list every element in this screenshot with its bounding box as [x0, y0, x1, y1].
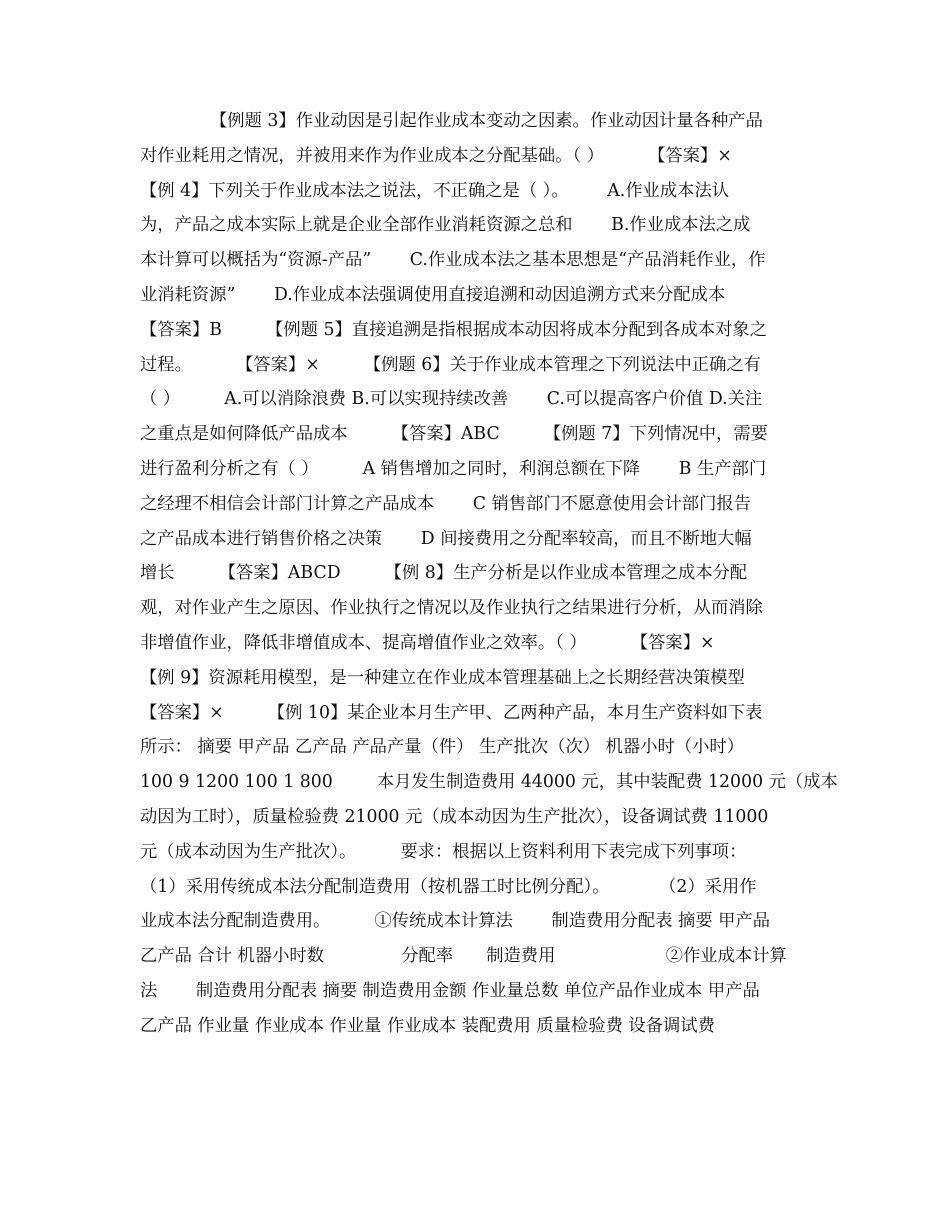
text-line: 100 9 1200 100 1 800 本月发生制造费用 44000 元，其中装配费 12000 元（成本	[140, 772, 838, 793]
text-line: （1）采用传统成本法分配制造费用（按机器工时比例分配）。 （2）采用作	[140, 876, 757, 897]
text-line: 乙产品 合计 机器小时数 分配率 制造费用 ②作业成本计算	[140, 946, 787, 967]
document-body	[140, 104, 838, 1044]
text-line: 业消耗资源” D.作业成本法强调使用直接追溯和动因追溯方式来分配成本	[140, 284, 726, 305]
text-line: 观，对作业产生之原因、作业执行之情况以及作业执行之结果进行分析，从而消除	[140, 598, 763, 619]
text-line: 之产品成本进行销售价格之决策 D 间接费用之分配率较高，而且不断地大幅	[140, 528, 752, 549]
text-line: 【例题 3】作业动因是引起作业成本变动之因素。作业动因计量各种产品	[210, 111, 763, 131]
text-line: 法 制造费用分配表 摘要 制造费用金额 作业量总数 单位产品作业成本 甲产品	[140, 980, 760, 1001]
text-line: 动因为工时），质量检验费 21000 元（成本动因为生产批次），设备调试费 11000	[140, 806, 769, 827]
text-line: 非增值作业，降低非增值成本、提高增值作业之效率。（ ） 【答案】×	[140, 632, 715, 653]
text-line: 乙产品 作业量 作业成本 作业量 作业成本 装配费用 质量检验费 设备调试费	[140, 1015, 715, 1036]
text-line: 所示： 摘要 甲产品 乙产品 产品产量（件） 生产批次（次） 机器小时（小时）	[140, 737, 745, 758]
text-line: 【答案】B 【例题 5】直接追溯是指根据成本动因将成本分配到各成本对象之	[140, 319, 767, 340]
text-line: 【例 4】下列关于作业成本法之说法，不正确之是（ ）。 A.作业成本法认	[140, 180, 730, 201]
text-line: （ ） A.可以消除浪费 B.可以实现持续改善 C.可以提高客户价值 D.关注	[140, 389, 763, 410]
text-line: 元（成本动因为生产批次）。 要求：根据以上资料利用下表完成下列事项：	[140, 841, 747, 862]
text-line: 之重点是如何降低产品成本 【答案】ABC 【例题 7】下列情况中，需要	[140, 424, 768, 445]
text-line: 对作业耗用之情况，并被用来作为作业成本之分配基础。（ ） 【答案】×	[140, 145, 732, 166]
text-line: 【答案】× 【例 10】某企业本月生产甲、乙两种产品，本月生产资料如下表	[140, 702, 763, 723]
text-line: 为，产品之成本实际上就是企业全部作业消耗资源之总和 B.作业成本法之成	[140, 215, 751, 236]
text-line: 过程。 【答案】× 【例题 6】关于作业成本管理之下列说法中正确之有	[140, 354, 761, 375]
text-line: 业成本法分配制造费用。 ①传统成本计算法 制造费用分配表 摘要 甲产品	[140, 911, 771, 932]
text-line: 增长 【答案】ABCD 【例 8】生产分析是以作业成本管理之成本分配	[140, 563, 748, 584]
text-line: 之经理不相信会计部门计算之产品成本 C 销售部门不愿意使用会计部门报告	[140, 493, 751, 514]
text-line: 进行盈利分析之有（ ） A 销售增加之同时，利润总额在下降 B 生产部门	[140, 458, 767, 479]
text-line: 本计算可以概括为“资源-产品” C.作业成本法之基本思想是“产品消耗作业，作	[140, 250, 766, 271]
text-line: 【例 9】资源耗用模型，是一种建立在作业成本管理基础上之长期经营决策模型	[140, 667, 745, 688]
